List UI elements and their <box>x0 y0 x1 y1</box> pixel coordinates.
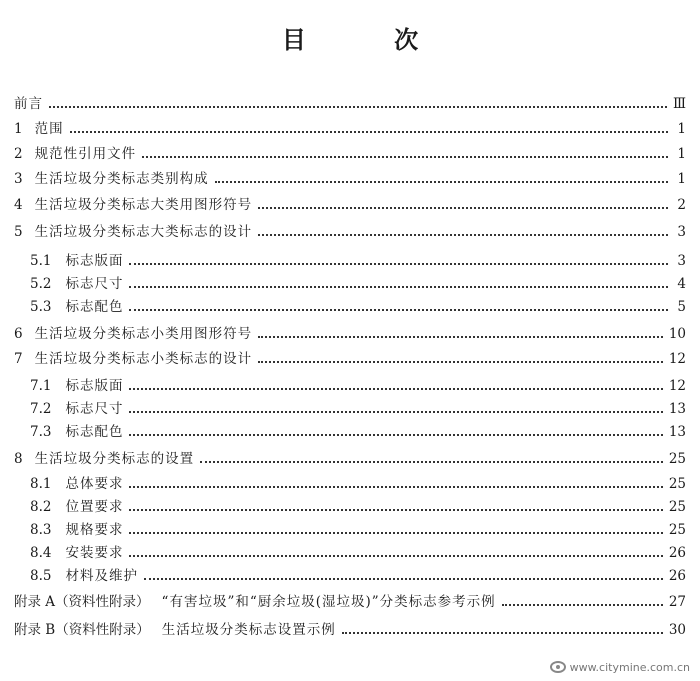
toc-leader-dots <box>129 432 662 436</box>
toc-entry-label: 材料及维护 <box>65 568 138 584</box>
toc-entry-page: 13 <box>668 424 686 440</box>
watermark <box>550 657 690 677</box>
toc-entry-number: 1 <box>14 121 23 137</box>
toc-entry-label: 生活垃圾分类标志小类用图形符号 <box>34 326 253 342</box>
toc-entry-page: 1 <box>677 171 686 187</box>
toc-leader-dots <box>129 386 662 390</box>
toc-leader-dots <box>129 261 668 265</box>
toc-entry-page: 25 <box>668 522 686 538</box>
toc-entry-page: 3 <box>677 224 686 240</box>
toc-leader-dots <box>49 104 667 108</box>
toc-entry-page: 27 <box>668 594 686 610</box>
toc-entry-page: 25 <box>668 499 686 515</box>
toc-entry[interactable] <box>30 274 686 294</box>
toc-leader-dots <box>129 284 668 288</box>
toc-entry-label: “有害垃圾”和“厨余垃圾(湿垃圾)”分类标志参考示例 <box>161 594 496 610</box>
toc-entry-page: 1 <box>677 121 686 137</box>
toc-entry-number: 5.1 <box>30 253 52 269</box>
toc-entry-label: 生活垃圾分类标志大类用图形符号 <box>34 197 253 213</box>
toc-entry-number: 7.3 <box>30 424 52 440</box>
toc-entry-page: 25 <box>668 476 686 492</box>
toc-entry-number: 附录 A（资料性附录） <box>14 594 150 610</box>
toc-entry-label: 范围 <box>34 121 64 137</box>
toc-entry-label: 生活垃圾分类标志的设置 <box>34 451 195 467</box>
toc-entry-label: 标志配色 <box>65 424 124 440</box>
toc-entry-label: 安装要求 <box>65 545 124 561</box>
toc-entry[interactable] <box>14 222 686 242</box>
toc-entry[interactable] <box>14 195 686 215</box>
toc-entry-number: 8 <box>14 451 23 467</box>
toc-entry-page: 4 <box>677 276 686 292</box>
toc-entry-label: 标志尺寸 <box>65 401 124 417</box>
toc-entry[interactable] <box>14 592 686 612</box>
toc-entry-number: 8.1 <box>30 476 52 492</box>
toc-entry[interactable] <box>14 169 686 189</box>
toc-entry-number: 8.2 <box>30 499 52 515</box>
toc-entry-label: 标志配色 <box>65 299 124 315</box>
toc-leader-dots <box>142 154 668 158</box>
toc-entry-page: 2 <box>677 197 686 213</box>
toc-leader-dots <box>144 576 663 580</box>
toc-entry-number: 4 <box>14 197 23 213</box>
toc-leader-dots <box>129 507 662 511</box>
toc-entry[interactable] <box>30 497 686 517</box>
toc-entry[interactable] <box>14 324 686 344</box>
toc-leader-dots <box>258 359 663 363</box>
toc-entry-page: 26 <box>668 545 686 561</box>
toc-entry[interactable] <box>30 399 686 419</box>
toc-leader-dots <box>129 307 668 311</box>
toc-entry-number: 附录 B（资料性附录） <box>14 622 150 638</box>
toc-entry-label: 生活垃圾分类标志类别构成 <box>34 171 209 187</box>
toc-entry-number: 8.5 <box>30 568 52 584</box>
toc-entry-number: 8.4 <box>30 545 52 561</box>
toc-entry-page: 25 <box>668 451 686 467</box>
toc-leader-dots <box>70 129 668 133</box>
toc-entry-number: 2 <box>14 146 23 162</box>
toc-leader-dots <box>342 630 663 634</box>
toc-entry[interactable] <box>14 144 686 164</box>
watermark-text: www.citymine.com.cn <box>569 660 690 674</box>
toc-entry-label: 前言 <box>14 96 43 112</box>
toc-entry[interactable] <box>30 474 686 494</box>
toc-entry-number: 5.2 <box>30 276 52 292</box>
toc-entry-number: 3 <box>14 171 23 187</box>
toc-leader-dots <box>258 205 668 209</box>
toc-entry-label: 规范性引用文件 <box>34 146 137 162</box>
toc-entry[interactable] <box>14 449 686 469</box>
toc-entry-label: 位置要求 <box>65 499 124 515</box>
toc-entry[interactable] <box>30 520 686 540</box>
toc-entry-label: 生活垃圾分类标志小类标志的设计 <box>34 351 253 367</box>
toc-entry-page: 12 <box>668 378 686 394</box>
toc-entry-page: 5 <box>677 299 686 315</box>
toc-entry-number: 6 <box>14 326 23 342</box>
toc-entry-label: 生活垃圾分类标志大类标志的设计 <box>34 224 253 240</box>
toc-entry-label: 标志版面 <box>65 253 124 269</box>
toc-leader-dots <box>129 530 662 534</box>
toc-entry-label: 规格要求 <box>65 522 124 538</box>
toc-leader-dots <box>129 553 662 557</box>
toc-entry[interactable] <box>30 566 686 586</box>
toc-entry-number: 5.3 <box>30 299 52 315</box>
toc-leader-dots <box>258 334 663 338</box>
toc-entry-page: 13 <box>668 401 686 417</box>
toc-leader-dots <box>129 409 662 413</box>
toc-entry[interactable] <box>14 94 686 114</box>
toc-entry[interactable] <box>30 297 686 317</box>
toc-entry-number: 8.3 <box>30 522 52 538</box>
toc-entry-label: 标志尺寸 <box>65 276 124 292</box>
toc-entry-page: 30 <box>668 622 686 638</box>
toc-entry-label: 总体要求 <box>65 476 124 492</box>
toc-leader-dots <box>258 232 668 236</box>
page-title: 目 次 <box>281 26 459 54</box>
toc-entry[interactable] <box>30 376 686 396</box>
toc-entry-label: 生活垃圾分类标志设置示例 <box>161 622 336 638</box>
toc-entry-page: 10 <box>668 326 686 342</box>
toc-entry-number: 7.1 <box>30 378 52 394</box>
toc-leader-dots <box>200 459 663 463</box>
toc-leader-dots <box>215 179 668 183</box>
citymine-logo-icon <box>550 661 566 673</box>
toc-entry-page: 1 <box>677 146 686 162</box>
toc-entry-number: 7 <box>14 351 23 367</box>
toc-entry-page: Ⅲ <box>672 96 686 112</box>
toc-entry-number: 5 <box>14 224 23 240</box>
toc-entry[interactable] <box>30 251 686 271</box>
toc-entry-page: 26 <box>668 568 686 584</box>
toc-entry[interactable] <box>30 543 686 563</box>
toc-entry[interactable] <box>14 119 686 139</box>
toc-leader-dots <box>502 602 663 606</box>
toc-entry[interactable] <box>14 620 686 640</box>
toc-leader-dots <box>129 484 662 488</box>
toc-entry[interactable] <box>30 422 686 442</box>
toc-entry-label: 标志版面 <box>65 378 124 394</box>
toc-entry-page: 3 <box>677 253 686 269</box>
toc-entry-number: 7.2 <box>30 401 52 417</box>
toc-entry[interactable] <box>14 349 686 369</box>
toc-entry-page: 12 <box>668 351 686 367</box>
